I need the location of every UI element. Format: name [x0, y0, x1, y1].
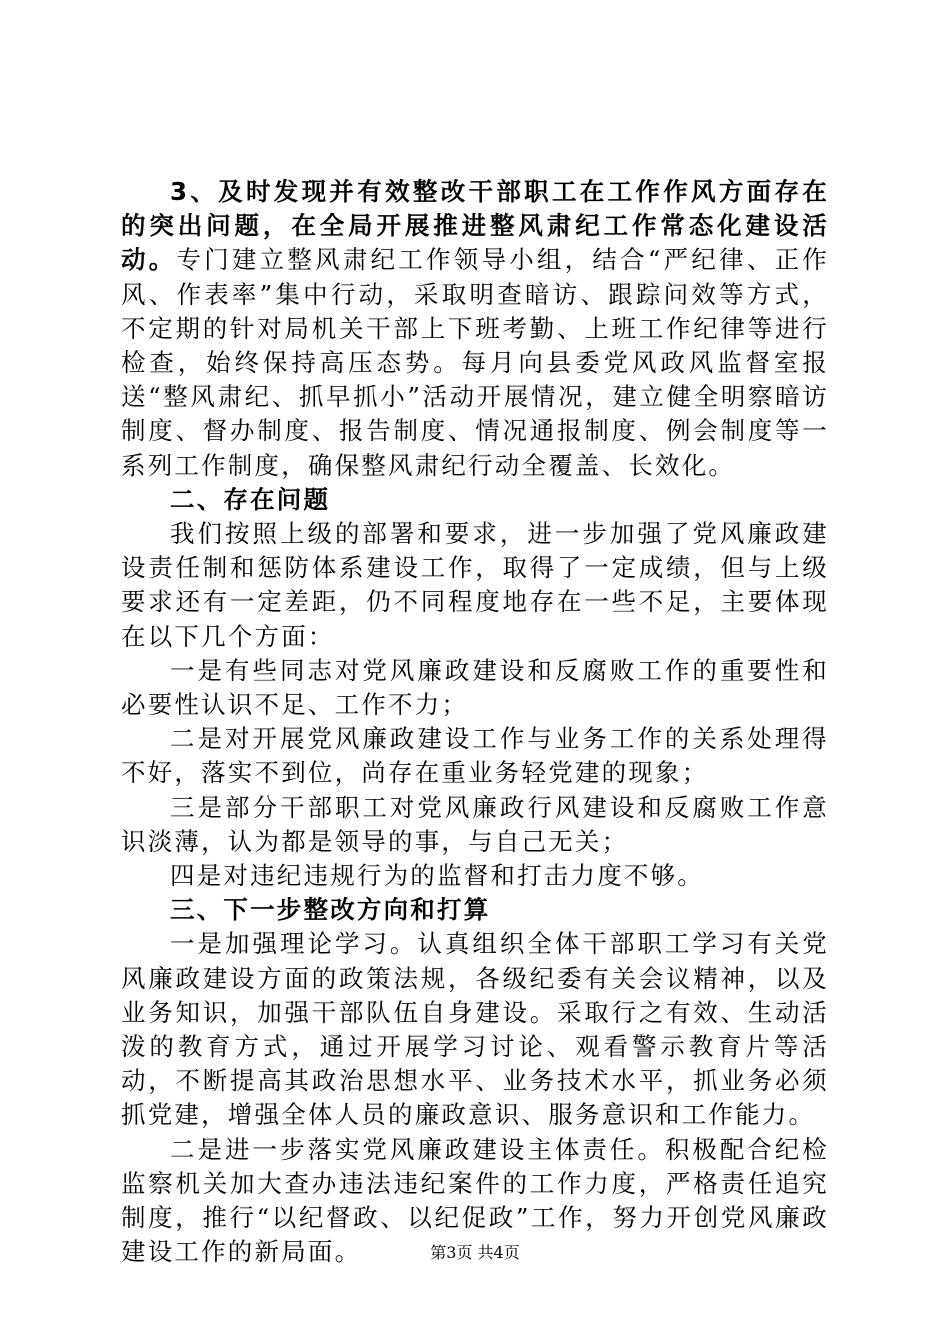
paragraph-problem-1: 一是有些同志对党风廉政建设和反腐败工作的重要性和必要性认识不足、工作不力；	[121, 655, 829, 720]
paragraph-lead: 3、及时发现并有效整改干部职工在工作作风方面存在的突出问题，在全局开展推进整风肃纪工作常态化建设活动。	[121, 177, 829, 275]
paragraph-3-discipline	[121, 175, 829, 483]
document-body	[121, 175, 829, 1270]
paragraph-problem-2: 二是对开展党风廉政建设工作与业务工作的关系处理得不好，落实不到位，尚存在重业务轻党建的现象；	[121, 724, 829, 788]
section-heading-next-steps: 三、下一步整改方向和打算	[170, 895, 491, 925]
section-heading-problems: 二、存在问题	[170, 484, 331, 514]
paragraph-next-step-2: 二是进一步落实党风廉政建设主体责任。积极配合纪检监察机关加大查办违法违纪案件的工作力度，严格责任追究制度，推行“以纪督政、以纪促政”工作，努力开创党风廉政建设工作的新局面。	[121, 1134, 829, 1267]
paragraph-problem-3: 三是部分干部职工对党风廉政行风建设和反腐败工作意识淡薄，认为都是领导的事，与自己无关；	[121, 792, 829, 856]
paragraph-problem-4: 四是对违纪违规行为的监督和打击力度不够。	[170, 861, 704, 891]
paragraph-problems-intro: 我们按照上级的部署和要求，进一步加强了党风廉政建设责任制和惩防体系建设工作，取得了一定成绩，但与上级要求还有一定差距，仍不同程度地存在一些不足，主要体现在以下几个方面：	[121, 519, 829, 651]
page-number-footer: 第3页 共4页	[430, 1243, 520, 1262]
paragraph-text: 专门建立整风肃纪工作领导小组，结合“严纪律、正作风、作表率”集中行动，采取明查暗访、跟踪问效等方式，不定期的针对局机关干部上下班考勤、上班工作纪律等进行检查，始终保持高压态势。每月向县委党风政风监督室报送“整风肃纪、抓早抓小”活动开展情况，建立健全明察暗访制度、督办制度、报告制度、情况通报制度、例会制度等一系列工作制度，确保整风肃纪行动全覆盖、长效化。	[121, 245, 829, 480]
paragraph-next-step-1: 一是加强理论学习。认真组织全体干部职工学习有关党风廉政建设方面的政策法规，各级纪委有关会议精神，以及业务知识，加强干部队伍自身建设。采取行之有效、生动活泼的教育方式，通过开展学习讨论、观看警示教育片等活动，不断提高其政治思想水平、业务技术水平，抓业务必须抓党建，增强全体人员的廉政意识、服务意识和工作能力。	[121, 929, 829, 1130]
